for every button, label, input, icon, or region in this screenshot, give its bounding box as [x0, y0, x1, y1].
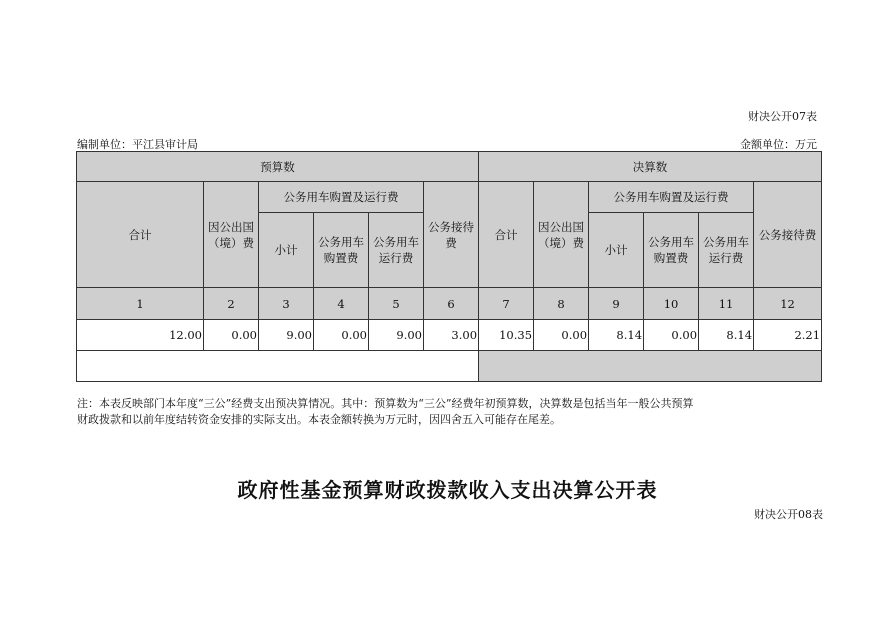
final-reception-header: 公务接待费 [754, 182, 822, 288]
column-number: 1 [77, 288, 204, 320]
budget-group-header: 预算数 [77, 152, 479, 182]
column-number: 10 [644, 288, 699, 320]
budget-operation-header: 公务用车运行费 [369, 213, 424, 288]
next-form-code: 财决公开08表 [754, 508, 823, 521]
value-cell: 8.14 [589, 320, 644, 351]
column-number: 6 [424, 288, 479, 320]
value-cell: 2.21 [754, 320, 822, 351]
column-number: 4 [314, 288, 369, 320]
column-number: 5 [369, 288, 424, 320]
value-cell: 9.00 [369, 320, 424, 351]
value-cell: 12.00 [77, 320, 204, 351]
final-total-header: 合计 [479, 182, 534, 288]
value-cell: 0.00 [644, 320, 699, 351]
budget-reception-header: 公务接待费 [424, 182, 479, 288]
amount-unit: 金额单位：万元 [740, 138, 817, 151]
column-number: 2 [204, 288, 259, 320]
value-cell: 0.00 [204, 320, 259, 351]
value-cell: 10.35 [479, 320, 534, 351]
note-line-1: 注：本表反映部门本年度“三公”经费支出预决算情况。其中：预算数为“三公”经费年初预算数，决算数是包括当年一般公共预算 [77, 397, 694, 410]
final-operation-header: 公务用车运行费 [699, 213, 754, 288]
form-code: 财决公开07表 [748, 110, 817, 123]
final-purchase-header: 公务用车购置费 [644, 213, 699, 288]
note-line-2: 财政拨款和以前年度结转资金安排的实际支出。本表金额转换为万元时，因四舍五入可能存在尾差。 [77, 413, 561, 426]
column-number: 9 [589, 288, 644, 320]
column-number: 7 [479, 288, 534, 320]
final-group-header: 决算数 [479, 152, 822, 182]
budget-abroad-header: 因公出国（境）费 [204, 182, 259, 288]
final-vehicle-group-header: 公务用车购置及运行费 [589, 182, 754, 213]
value-cell: 3.00 [424, 320, 479, 351]
budget-total-header: 合计 [77, 182, 204, 288]
empty-row-budget [77, 351, 479, 382]
empty-row-final [479, 351, 822, 382]
next-table-title: 政府性基金预算财政拨款收入支出决算公开表 [237, 478, 658, 502]
column-number: 12 [754, 288, 822, 320]
final-subtotal-header: 小计 [589, 213, 644, 288]
budget-subtotal-header: 小计 [259, 213, 314, 288]
three-public-expenses-table [76, 151, 822, 382]
value-cell: 0.00 [314, 320, 369, 351]
compiling-unit: 编制单位：平江县审计局 [77, 138, 198, 151]
column-number: 8 [534, 288, 589, 320]
budget-purchase-header: 公务用车购置费 [314, 213, 369, 288]
table-note [77, 396, 777, 428]
value-cell: 8.14 [699, 320, 754, 351]
column-number: 11 [699, 288, 754, 320]
budget-vehicle-group-header: 公务用车购置及运行费 [259, 182, 424, 213]
value-cell: 0.00 [534, 320, 589, 351]
column-number: 3 [259, 288, 314, 320]
value-cell: 9.00 [259, 320, 314, 351]
final-abroad-header: 因公出国（境）费 [534, 182, 589, 288]
